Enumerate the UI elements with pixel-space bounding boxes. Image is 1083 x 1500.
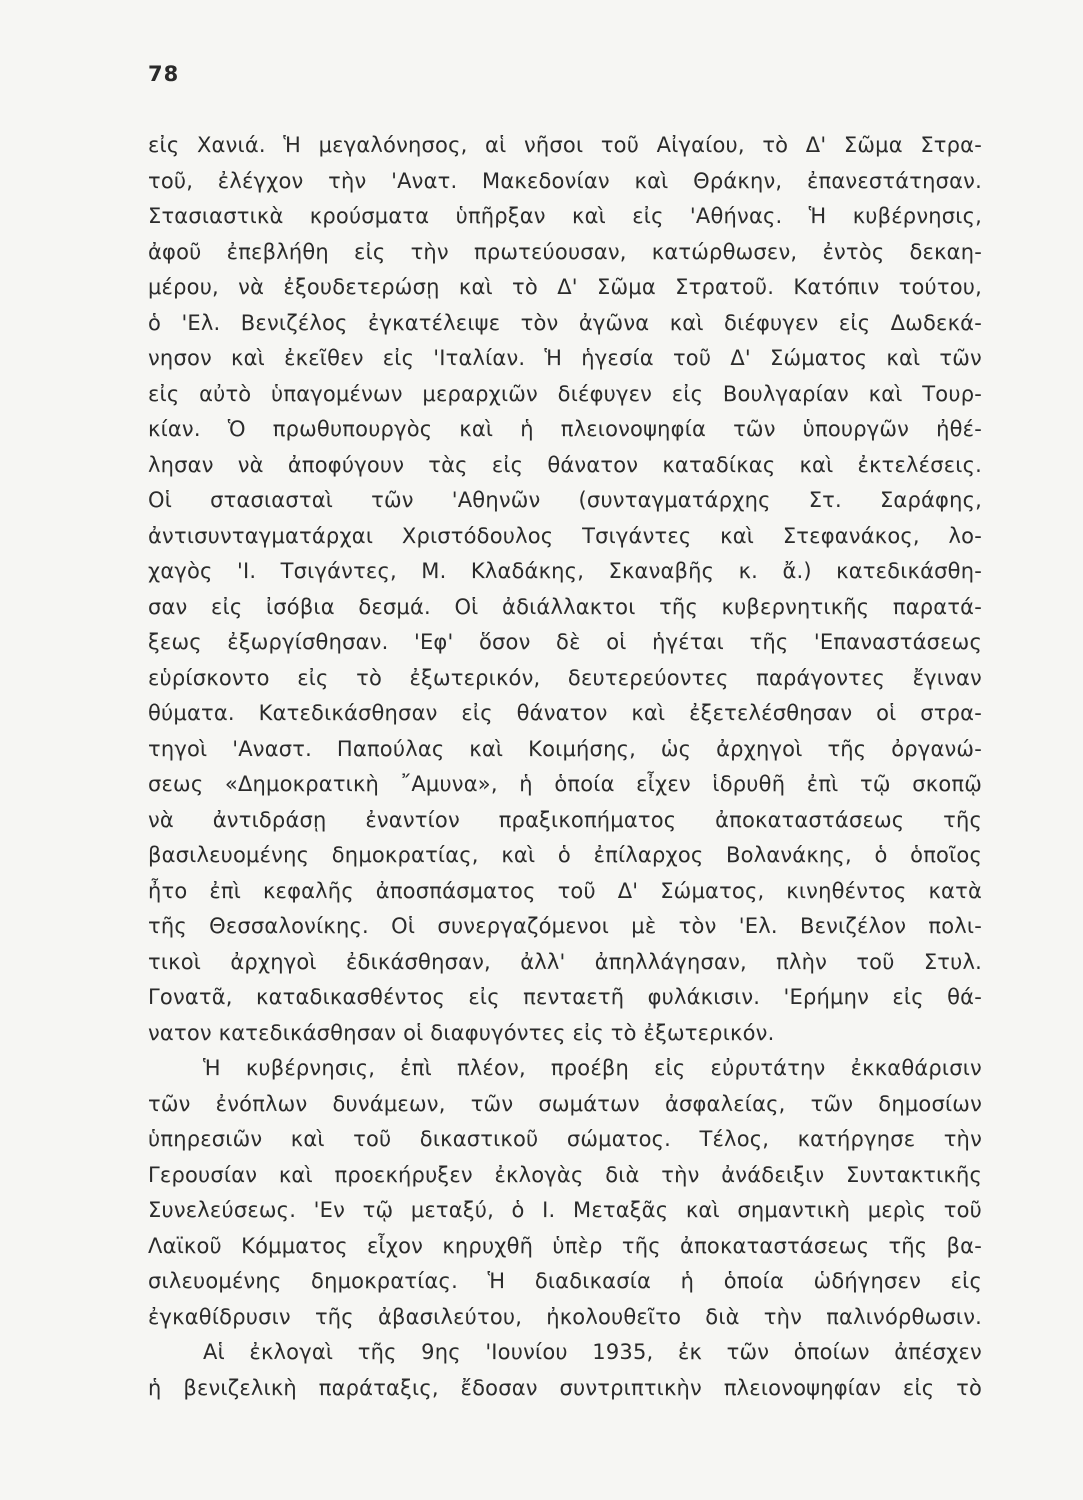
text-line: κίαν. Ὁ πρωθυπουργὸς καὶ ἡ πλειονοψηφία τῶν ὑπουργῶν ἠθέ-	[148, 417, 982, 441]
text-line: ἀφοῦ ἐπεβλήθη εἰς τὴν πρωτεύουσαν, κατώρθωσεν, ἐντὸς δεκαη-	[148, 239, 982, 264]
text-line: ἐγκαθίδρυσιν τῆς ἀβασιλεύτου, ἠκολουθεῖτο διὰ τὴν παλινόρθωσιν.	[148, 1304, 982, 1329]
body-text	[148, 128, 982, 1406]
text-line: εὑρίσκοντο εἰς τὸ ἐξωτερικόν, δευτερεύοντες παράγοντες ἔγιναν	[148, 665, 982, 690]
text-line: τηγοὶ 'Αναστ. Παπούλας καὶ Κοιμήσης, ὡς ἀρχηγοὶ τῆς ὀργανώ-	[148, 736, 982, 761]
text-line: τοῦ, ἐλέγχον τὴν 'Ανατ. Μακεδονίαν καὶ Θράκην, ἐπανεστάτησαν.	[148, 168, 982, 193]
text-line: νὰ ἀντιδράσῃ ἐναντίον πραξικοπήματος ἀποκαταστάσεως τῆς	[148, 807, 982, 832]
text-line: Ἡ κυβέρνησις, ἐπὶ πλέον, προέβη εἰς εὐρυτάτην ἐκκαθάρισιν	[203, 1056, 982, 1080]
page-number: 78	[148, 62, 180, 86]
text-line: Στασιαστικὰ κρούσματα ὑπῆρξαν καὶ εἰς 'Αθήνας. Ἡ κυβέρνησις,	[148, 204, 982, 228]
text-line: Συνελεύσεως. 'Εν τῷ μεταξύ, ὁ Ι. Μεταξᾶς καὶ σημαντικὴ μερὶς τοῦ	[148, 1198, 982, 1222]
text-line: μέρου, νὰ ἐξουδετερώσῃ καὶ τὸ Δ' Σῶμα Στρατοῦ. Κατόπιν τούτου,	[148, 275, 982, 299]
text-line: λησαν νὰ ἀποφύγουν τὰς εἰς θάνατον καταδίκας καὶ ἐκτελέσεις.	[148, 452, 982, 477]
text-line: Γερουσίαν καὶ προεκήρυξεν ἐκλογὰς διὰ τὴν ἀνάδειξιν Συντακτικῆς	[148, 1162, 982, 1187]
text-line: σεως «Δημοκρατικὴ ῎Αμυνα», ἡ ὁποία εἶχεν ἱδρυθῆ ἐπὶ τῷ σκοπῷ	[148, 772, 982, 796]
text-line: ἀντισυνταγματάρχαι Χριστόδουλος Τσιγάντες καὶ Στεφανάκος, λο-	[148, 523, 982, 548]
text-line: τῶν ἐνόπλων δυνάμεων, τῶν σωμάτων ἀσφαλείας, τῶν δημοσίων	[148, 1091, 982, 1116]
text-line: ἦτο ἐπὶ κεφαλῆς ἀποσπάσματος τοῦ Δ' Σώματος, κινηθέντος κατὰ	[148, 878, 982, 903]
text-line: Οἱ στασιασταὶ τῶν 'Αθηνῶν (συνταγματάρχης Στ. Σαράφης,	[148, 488, 982, 512]
text-line: σιλευομένης δημοκρατίας. Ἡ διαδικασία ἡ ὁποία ὡδήγησεν εἰς	[148, 1269, 982, 1293]
text-line: σαν εἰς ἰσόβια δεσμά. Οἱ ἀδιάλλακτοι τῆς κυβερνητικῆς παρατά-	[148, 594, 982, 619]
text-line: εἰς αὐτὸ ὑπαγομένων μεραρχιῶν διέφυγεν εἰς Βουλγαρίαν καὶ Τουρ-	[148, 381, 982, 406]
text-line: ὑπηρεσιῶν καὶ τοῦ δικαστικοῦ σώματος. Τέλος, κατήργησε τὴν	[148, 1127, 982, 1151]
text-line: εἰς Χανιά. Ἡ μεγαλόνησος, αἱ νῆσοι τοῦ Αἰγαίου, τὸ Δ' Σῶμα Στρα-	[148, 133, 982, 157]
text-line: ξεως ἐξωργίσθησαν. 'Εφ' ὅσον δὲ οἱ ἡγέται τῆς 'Επαναστάσεως	[148, 630, 982, 654]
text-line: τικοὶ ἀρχηγοὶ ἐδικάσθησαν, ἀλλ' ἀπηλλάγησαν, πλὴν τοῦ Στυλ.	[148, 949, 982, 974]
text-line: νησον καὶ ἐκεῖθεν εἰς 'Ιταλίαν. Ἡ ἡγεσία τοῦ Δ' Σώματος καὶ τῶν	[148, 346, 982, 370]
text-line: ἡ βενιζελικὴ παράταξις, ἔδοσαν συντριπτικὴν πλειονοψηφίαν εἰς τὸ	[148, 1375, 982, 1400]
text-line: Αἱ ἐκλογαὶ τῆς 9ης 'Ιουνίου 1935, ἐκ τῶν ὁποίων ἀπέσχεν	[203, 1340, 982, 1364]
text-line: τῆς Θεσσαλονίκης. Οἱ συνεργαζόμενοι μὲ τὸν 'Ελ. Βενιζέλον πολι-	[148, 914, 982, 938]
text-line: ὁ 'Ελ. Βενιζέλος ἐγκατέλειψε τὸν ἀγῶνα καὶ διέφυγεν εἰς Δωδεκά-	[148, 310, 982, 335]
text-line: Λαϊκοῦ Κόμματος εἶχον κηρυχθῆ ὑπὲρ τῆς ἀποκαταστάσεως τῆς βα-	[148, 1233, 982, 1258]
text-line: θύματα. Κατεδικάσθησαν εἰς θάνατον καὶ ἐξετελέσθησαν οἱ στρα-	[148, 701, 982, 725]
text-line: νατον κατεδικάσθησαν οἱ διαφυγόντες εἰς τὸ ἐξωτερικόν.	[148, 1020, 775, 1045]
text-line: βασιλευομένης δημοκρατίας, καὶ ὁ ἐπίλαρχος Βολανάκης, ὁ ὁποῖος	[148, 843, 982, 867]
text-line: Γονατᾶ, καταδικασθέντος εἰς πενταετῆ φυλάκισιν. 'Ερήμην εἰς θά-	[148, 985, 982, 1009]
text-line: χαγὸς 'Ι. Τσιγάντες, Μ. Κλαδάκης, Σκαναβῆς κ. ἄ.) κατεδικάσθη-	[148, 559, 982, 583]
